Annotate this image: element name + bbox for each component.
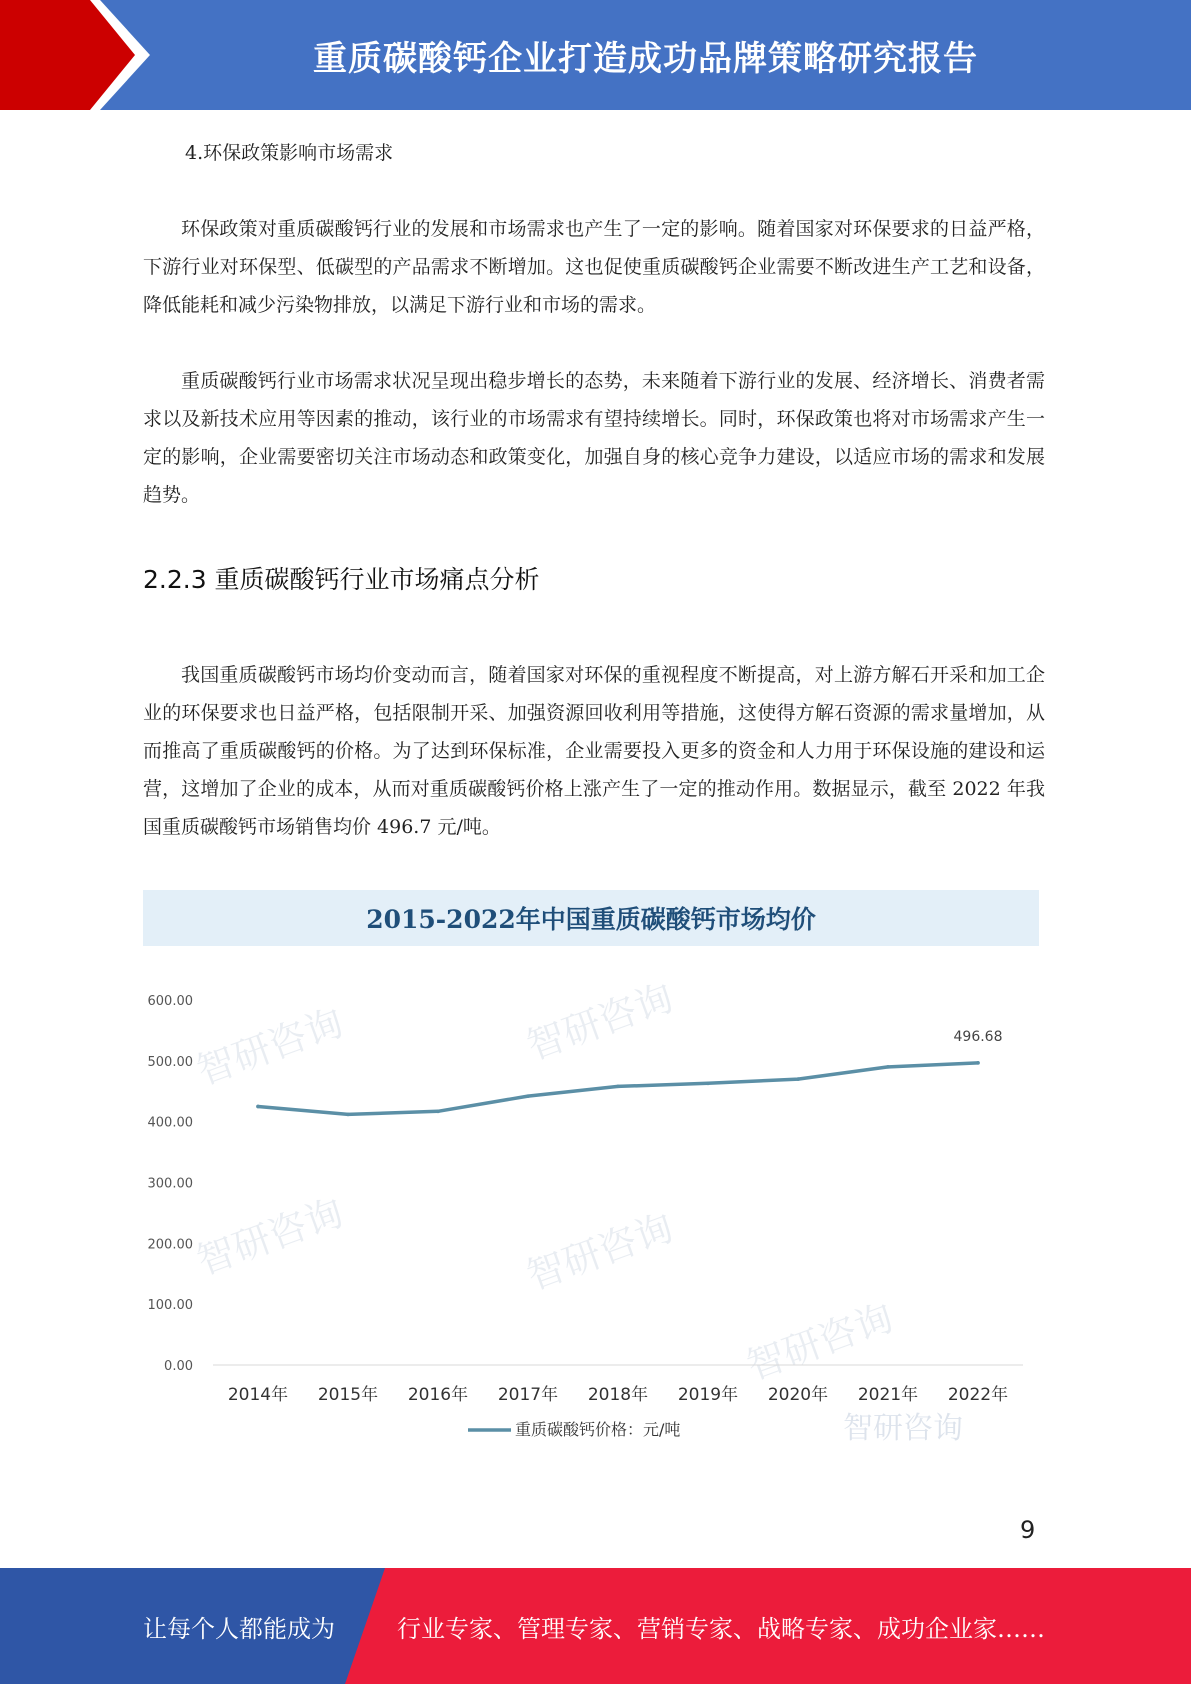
x-tick-label: 2017年 [497,1385,559,1405]
x-tick-label: 2016年 [407,1385,469,1405]
header-bar [0,0,1191,110]
data-point [256,1105,260,1109]
series-line [258,1063,978,1115]
section-heading: 2.2.3 重质碳酸钙行业市场痛点分析 [143,565,540,594]
x-tick-label: 2021年 [857,1385,919,1405]
y-tick-label: 0.00 [164,1359,193,1374]
data-point [706,1082,710,1086]
y-tick-label: 100.00 [147,1298,193,1314]
paragraph-price-analysis: 我国重质碳酸钙市场均价变动而言，随着国家对环保的重视程度不断提高，对上游方解石开采和加工企业的环保要求也日益严格，包括限制开采、加强资源回收利用等措施，这使得方解石资源的需求量增加，从而推高了重质碳酸钙的价格。为了达到环保标准，企业需要投入更多的资金和人力用于环保设施的建设和运营，这增加了企业的成本，从而对重质碳酸钙价格上涨产生了一定的推动作用。数据显示，截至 2022 年我国重质碳酸钙市场销售均价 496.7 元/吨。 [143,664,1045,838]
watermark-text: 智研咨询 [521,975,679,1069]
header-arrow-decoration [0,0,160,110]
report-title: 重质碳酸钙企业打造成功品牌策略研究报告 [313,38,978,79]
footer-bar [0,1568,1191,1684]
data-point [976,1061,980,1065]
y-tick-label: 300.00 [147,1176,193,1192]
watermark-text: 智研咨询 [191,1190,349,1284]
brand-watermark: 智研咨询 [843,1411,963,1446]
footer-slogan-left: 让每个人都能成为 [143,1614,335,1643]
footer-slogan-right: 行业专家、管理专家、营销专家、战略专家、成功企业家…… [397,1614,1045,1643]
legend-label: 重质碳酸钙价格：元/吨 [515,1420,681,1439]
x-tick-label: 2015年 [317,1385,379,1405]
y-tick-label: 200.00 [147,1237,193,1253]
data-point [886,1065,890,1069]
data-point [526,1094,530,1098]
data-point [346,1113,350,1117]
x-tick-label: 2018年 [587,1385,649,1405]
y-tick-label: 600.00 [147,994,193,1009]
chart-plot [143,890,1039,1450]
page-number: 9 [1020,1516,1036,1544]
x-tick-label: 2014年 [227,1385,289,1405]
watermark-text: 智研咨询 [741,1295,899,1389]
y-tick-label: 500.00 [147,1054,193,1070]
data-point [436,1110,440,1114]
data-point [796,1077,800,1081]
x-tick-label: 2020年 [767,1385,829,1405]
data-point [616,1085,620,1089]
watermark-text: 智研咨询 [521,1205,679,1299]
paragraph-environmental-policy: 环保政策对重质碳酸钙行业的发展和市场需求也产生了一定的影响。随着国家对环保要求的日益严格，下游行业对环保型、低碳型的产品需求不断增加。这也促使重质碳酸钙企业需要不断改进生产工艺和设备，降低能耗和减少污染物排放，以满足下游行业和市场的需求。 [143,218,1045,316]
x-tick-label: 2022年 [947,1385,1009,1405]
y-tick-label: 400.00 [147,1115,193,1131]
data-label: 496.68 [953,1028,1003,1045]
x-tick-label: 2019年 [677,1385,739,1405]
sub-heading: 4.环保政策影响市场需求 [185,142,394,164]
price-line-chart [143,890,1039,1450]
watermark-text: 智研咨询 [191,1000,349,1094]
paragraph-market-demand: 重质碳酸钙行业市场需求状况呈现出稳步增长的态势，未来随着下游行业的发展、经济增长、消费者需求以及新技术应用等因素的推动，该行业的市场需求有望持续增长。同时，环保政策也将对市场需求产生一定的影响，企业需要密切关注市场动态和政策变化，加强自身的核心竞争力建设，以适应市场的需求和发展趋势。 [143,370,1045,506]
chart-title: 2015-2022年中国重质碳酸钙市场均价 [143,890,1039,946]
